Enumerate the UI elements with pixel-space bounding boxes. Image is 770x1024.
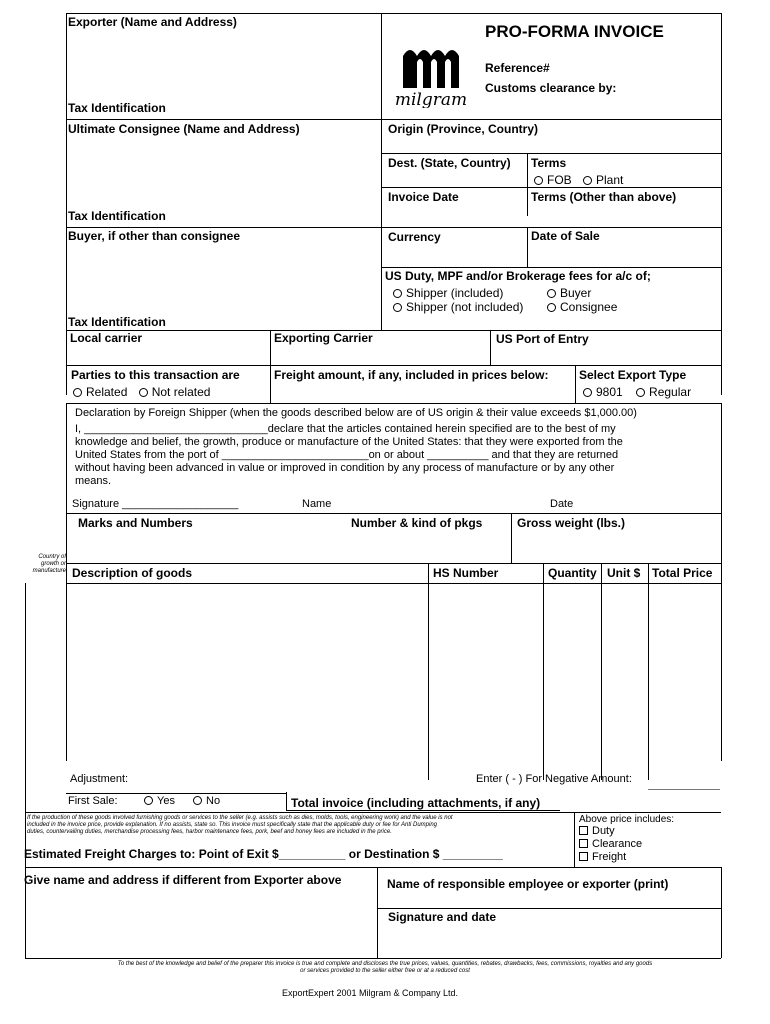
pkgs-label: Number & kind of pkgs	[351, 516, 483, 530]
declaration-line-4: United States from the port of ________________________on or about __________ and that they are returned	[75, 449, 619, 461]
terms-options: FOB Plant	[534, 173, 623, 187]
gross-weight-label: Gross weight (lbs.)	[517, 516, 626, 530]
terms-other-label: Terms (Other than above)	[531, 190, 677, 204]
consignee-radio[interactable]	[547, 303, 556, 312]
parties-label: Parties to this transaction are	[71, 368, 240, 382]
marks-label: Marks and Numbers	[78, 516, 193, 530]
buyer-tax-label: Tax Identification	[68, 315, 166, 329]
description-header: Description of goods	[72, 566, 192, 580]
declaration-line-3: knowledge and belief, the growth, produce or manufacture of the United States: that they were exported from the	[75, 436, 623, 448]
port-of-entry-label: US Port of Entry	[496, 332, 589, 346]
yes-radio[interactable]	[144, 796, 153, 805]
declaration-line-2: I, ______________________________declare that the articles contained herein specified are to the best of my	[75, 423, 616, 435]
first-sale-no[interactable]: No	[193, 795, 220, 807]
date-of-sale-label: Date of Sale	[531, 229, 600, 243]
copyright-text: ExportExpert 2001 Milgram & Company Ltd.	[281, 988, 459, 998]
name-label: Name	[302, 498, 332, 510]
signature-date-label: Signature and date	[388, 910, 497, 924]
adjustment-label: Adjustment:	[70, 773, 129, 785]
declaration-line-1: Declaration by Foreign Shipper (when the goods described below are of US origin & their value exceeds $1,000.00)	[75, 407, 637, 419]
freight-check[interactable]: Freight	[579, 851, 626, 863]
regular-radio[interactable]	[636, 388, 645, 397]
total-invoice-label: Total invoice (including attachments, if any)	[291, 796, 541, 810]
milgram-logo	[393, 38, 473, 108]
declaration-line-6: means.	[75, 475, 112, 487]
declaration-line-5: without having been advanced in value or improved in condition by any process of manufacture or by any other	[75, 462, 615, 474]
currency-label: Currency	[388, 230, 441, 244]
signature-line: Signature ___________________	[72, 498, 239, 510]
consignee-label: Ultimate Consignee (Name and Address)	[68, 122, 300, 136]
dest-label: Dest. (State, Country)	[388, 156, 511, 170]
duty-consignee[interactable]: Consignee	[547, 300, 617, 314]
consignee-tax-label: Tax Identification	[68, 209, 166, 223]
first-sale-yes[interactable]: Yes	[144, 795, 175, 807]
negative-amount-note: Enter ( - ) For Negative Amount:	[476, 773, 632, 785]
parties-options: Related Not related	[73, 385, 210, 399]
local-carrier-label: Local carrier	[70, 331, 143, 345]
reference-label: Reference#	[485, 61, 550, 75]
unit-price-header: Unit $	[607, 566, 641, 580]
clearance-checkbox[interactable]	[579, 839, 588, 848]
duty-buyer[interactable]: Buyer	[547, 286, 591, 300]
duty-check[interactable]: Duty	[579, 825, 615, 837]
exporting-carrier-label: Exporting Carrier	[274, 331, 373, 345]
duty-label: US Duty, MPF and/or Brokerage fees for a/c of;	[385, 269, 651, 283]
freight-amount-label: Freight amount, if any, included in prices below:	[274, 368, 549, 382]
country-growth-label: Country of growth or manufacture	[32, 554, 66, 574]
shipper-not-included-radio[interactable]	[393, 303, 402, 312]
responsible-employee-label: Name of responsible employee or exporter (print)	[387, 877, 669, 891]
svg-text:milgram: milgram	[394, 90, 468, 108]
duty-checkbox[interactable]	[579, 826, 588, 835]
fob-radio[interactable]	[534, 176, 543, 185]
shipper-included-radio[interactable]	[393, 289, 402, 298]
freight-checkbox[interactable]	[579, 852, 588, 861]
buyer-radio[interactable]	[547, 289, 556, 298]
exporter-label: Exporter (Name and Address)	[68, 15, 237, 29]
9801-radio[interactable]	[583, 388, 592, 397]
related-radio[interactable]	[73, 388, 82, 397]
no-radio[interactable]	[193, 796, 202, 805]
quantity-header: Quantity	[548, 566, 597, 580]
invoice-date-label: Invoice Date	[388, 190, 459, 204]
buyer-label: Buyer, if other than consignee	[68, 229, 241, 243]
above-price-label: Above price includes:	[579, 814, 675, 825]
total-price-header: Total Price	[652, 566, 713, 580]
exporter-tax-label: Tax Identification	[68, 101, 166, 115]
terms-label: Terms	[531, 156, 567, 170]
give-name-label: Give name and address if different from Exporter above	[24, 873, 342, 887]
assists-note: If the production of these goods involved furnishing goods or services to the seller (e.g. assists such as dies, molds, tools, engineering work) and the value is not included in the invoice price, provide explanation. If no assists, state so. This invoice must specifically state that the applicable duty or fee for Anti Dumping duties, countervailing duties, merchandise processing fees, harbor maintenance fees, pork, beef and honey fees are included in the price.	[27, 815, 453, 835]
first-sale-label: First Sale:	[68, 795, 118, 807]
duty-shipper-not-included[interactable]: Shipper (not included)	[393, 300, 523, 314]
not-related-radio[interactable]	[139, 388, 148, 397]
invoice-title: PRO-FORMA INVOICE	[485, 22, 664, 41]
hs-number-header: HS Number	[433, 566, 499, 580]
duty-shipper-included[interactable]: Shipper (included)	[393, 286, 503, 300]
customs-clearance-label: Customs clearance by:	[485, 81, 617, 95]
date-label: Date	[550, 498, 574, 510]
clearance-check[interactable]: Clearance	[579, 838, 642, 850]
estimated-freight-label: Estimated Freight Charges to: Point of Exit $__________ or Destination $ _________	[24, 847, 503, 861]
export-type-label: Select Export Type	[579, 368, 687, 382]
origin-label: Origin (Province, Country)	[388, 122, 539, 136]
plant-radio[interactable]	[583, 176, 592, 185]
export-type-options: 9801 Regular	[583, 385, 691, 399]
footer-note: To the best of the knowledge and belief of the preparer this invoice is true and complete and discloses the true prices, values, quantities, rebates, drawbacks, fees, commissions, royalties and any goods or services provided to the seller either free or at a reduced cost	[117, 961, 653, 974]
